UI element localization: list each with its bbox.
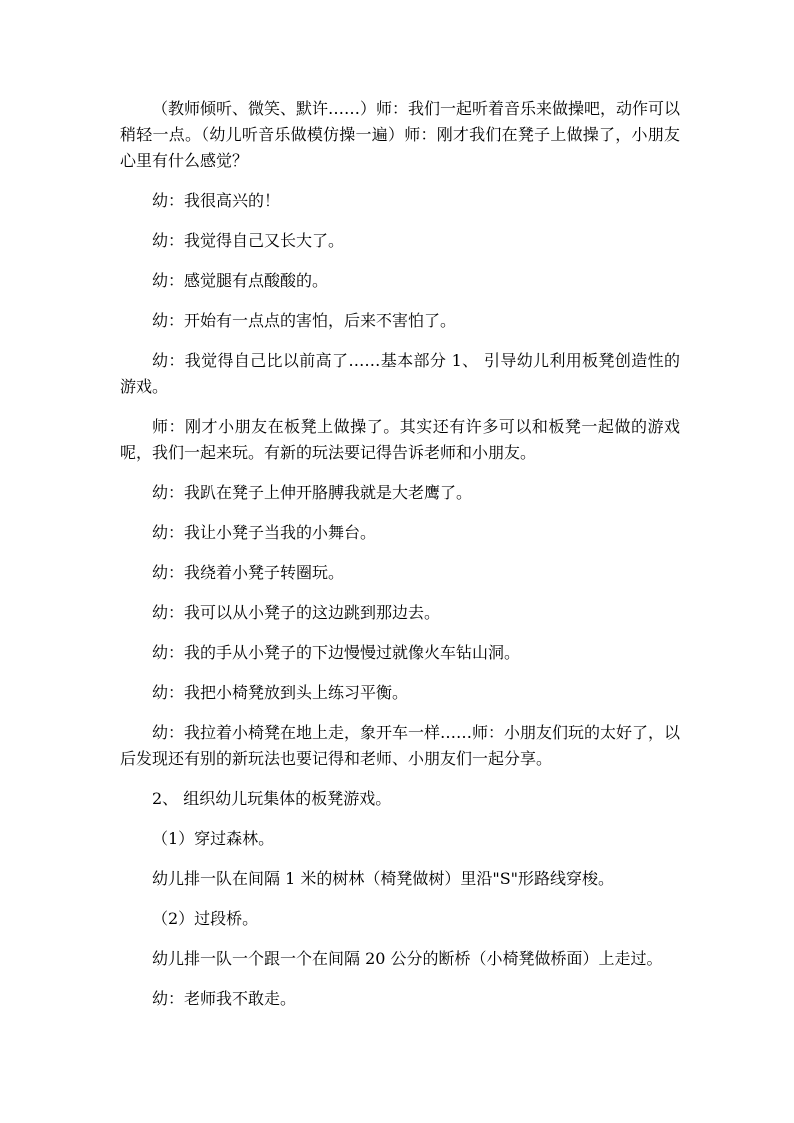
- paragraph-child-reply: 幼：老师我不敢走。: [152, 989, 297, 1008]
- paragraph-child-reply: 幼：我拉着小椅凳在地上走，象开车一样……师：小朋友们玩的太好了，以后发现还有别的新玩法也要记得和老师、小朋友们一起分享。: [120, 723, 681, 768]
- paragraph-child-reply: 幼：我可以从小凳子的这边跳到那边去。: [152, 603, 441, 622]
- paragraph-child-reply: 幼：我让小凳子当我的小舞台。: [152, 523, 377, 542]
- paragraph-child-reply: 幼：我绕着小凳子转圈玩。: [152, 563, 345, 582]
- paragraph-child-reply: 幼：我把小椅凳放到头上练习平衡。: [152, 683, 409, 702]
- paragraph-instruction: 幼儿排一队一个跟一个在间隔 20 公分的断桥（小椅凳做桥面）上走过。: [152, 949, 663, 968]
- paragraph-basic-part: 幼：我觉得自己比以前高了……基本部分 1、 引导幼儿利用板凳创造性的游戏。: [120, 351, 680, 396]
- paragraph-subsection-1: （1）穿过森林。: [152, 829, 275, 848]
- paragraph-instruction: 幼儿排一队在间隔 1 米的树林（椅凳做树）里沿"S"形路线穿梭。: [152, 869, 615, 888]
- document-page: [120, 96, 680, 1026]
- paragraph-child-reply: 幼：我觉得自己又长大了。: [152, 231, 345, 250]
- paragraph-child-reply: 幼：我的手从小凳子的下边慢慢过就像火车钻山洞。: [152, 643, 521, 662]
- paragraph-subsection-2: （2）过段桥。: [152, 909, 259, 928]
- paragraph-intro: （教师倾听、微笑、默许……）师：我们一起听着音乐来做操吧，动作可以稍轻一点。（幼儿听音乐做模仿操一遍）师：刚才我们在凳子上做操了，小朋友心里有什么感觉？: [120, 99, 681, 170]
- paragraph-section-2: 2、 组织幼儿玩集体的板凳游戏。: [152, 789, 392, 808]
- paragraph-child-reply: 幼：开始有一点点的害怕，后来不害怕了。: [152, 311, 457, 330]
- paragraph-child-reply: 幼：我很高兴的！: [152, 191, 281, 210]
- paragraph-child-reply: 幼：感觉腿有点酸酸的。: [152, 271, 329, 290]
- paragraph-teacher: 师：刚才小朋友在板凳上做操了。其实还有许多可以和板凳一起做的游戏呢，我们一起来玩。有新的玩法要记得告诉老师和小朋友。: [120, 417, 680, 462]
- paragraph-child-reply: 幼：我趴在凳子上伸开胳膊我就是大老鹰了。: [152, 483, 473, 502]
